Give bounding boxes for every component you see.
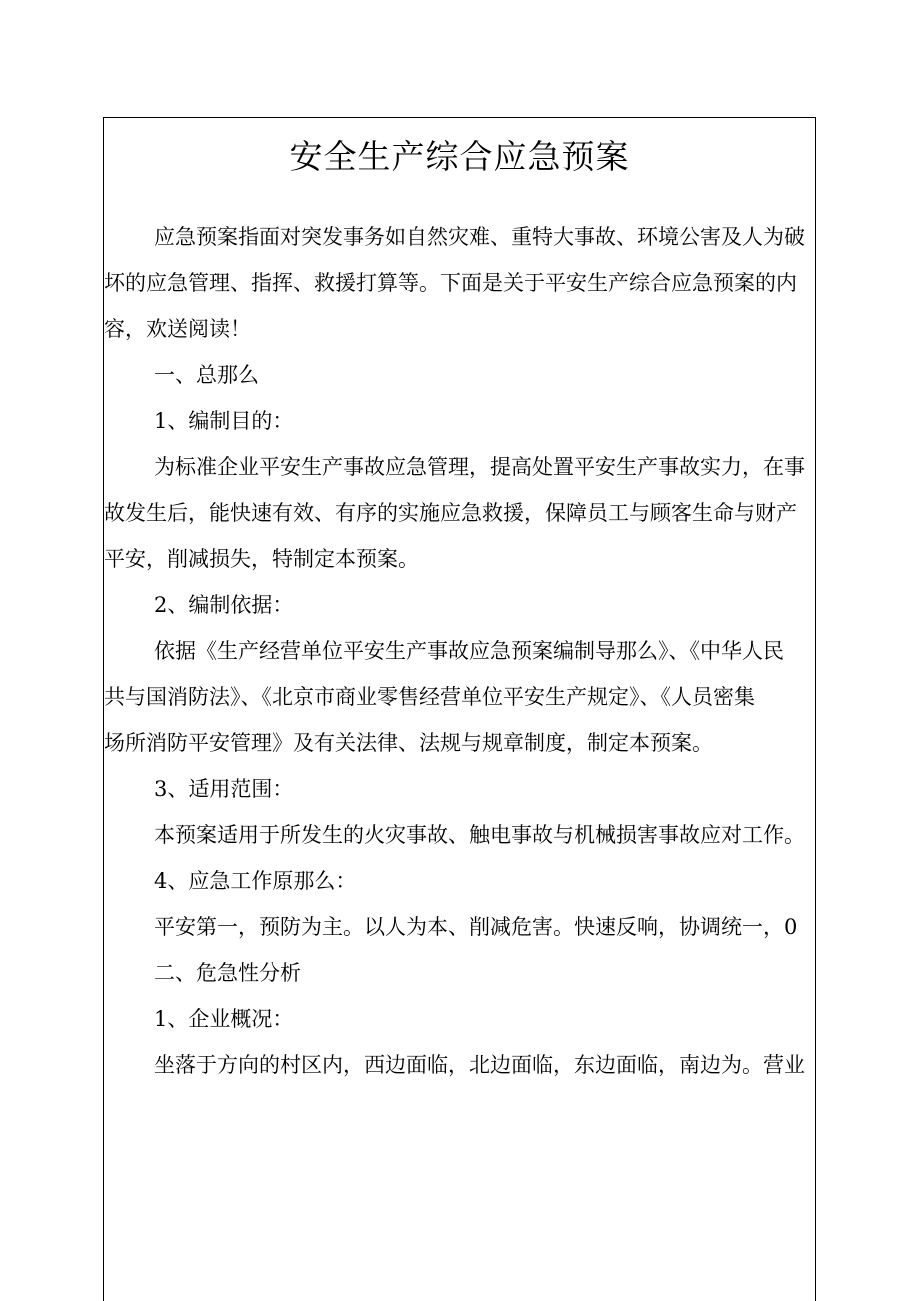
section-heading: 一、总那么 [154,363,259,387]
section-heading: 二、危急性分析 [154,961,301,985]
document-body [104,214,816,1088]
subsection-heading: 2、编制依据： [154,593,294,617]
paragraph-line: 坐落于方向的村区内，西边面临，北边面临，东边面临，南边为。营业 [154,1053,805,1077]
paragraph-line: 应急预案指面对突发事务如自然灾难、重特大事故、环境公害及人为破 [154,225,805,249]
paragraph-line: 场所消防平安管理》及有关法律、法规与规章制度，制定本预案。 [104,731,713,755]
subsection-heading: 1、企业概况： [154,1007,294,1031]
paragraph-line: 依据《生产经营单位平安生产事故应急预案编制导那么》、《中华人民 [154,639,784,663]
paragraph-line: 故发生后，能快速有效、有序的实施应急救援，保障员工与顾客生命与财产 [104,501,797,525]
paragraph-line: 平安，削减损失，特制定本预案。 [104,547,419,571]
paragraph-line: 容，欢送阅读！ [104,317,251,341]
paragraph-line: 共与国消防法》、《北京市商业零售经营单位平安生产规定》、《人员密集 [104,685,755,709]
paragraph-line: 本预案适用于所发生的火灾事故、触电事故与机械损害事故应对工作。 [154,823,805,847]
subsection-heading: 3、适用范围： [154,777,294,801]
paragraph-line: 坏的应急管理、指挥、救援打算等。下面是关于平安生产综合应急预案的内 [104,271,797,295]
paragraph-line: 为标准企业平安生产事故应急管理，提高处置平安生产事故实力，在事 [154,455,805,479]
subsection-heading: 4、应急工作原那么： [154,869,357,893]
subsection-heading: 1、编制目的： [154,409,294,433]
document-frame [103,117,816,1301]
document-title: 安全生产综合应急预案 [289,137,630,176]
paragraph-line: 平安第一，预防为主。以人为本、削减危害。快速反响，协调统一，0 [154,915,798,939]
